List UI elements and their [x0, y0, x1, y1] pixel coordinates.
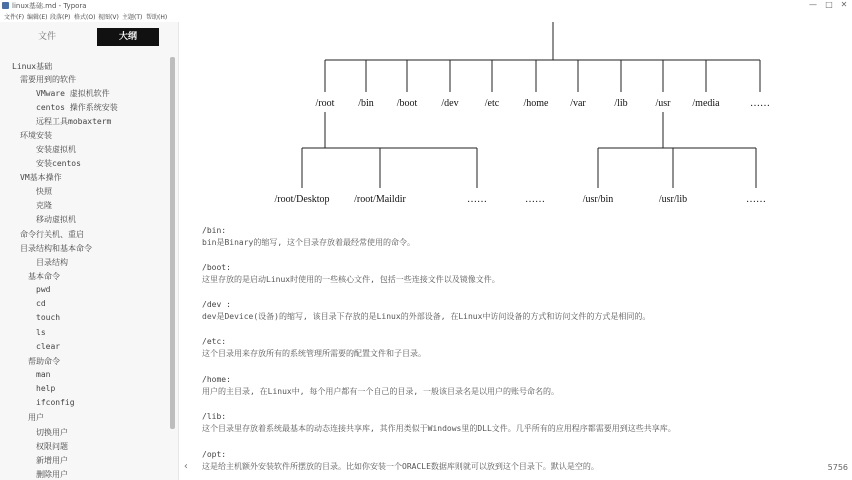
tree-node-usr: /usr: [655, 98, 671, 109]
paragraph-lib: [202, 411, 676, 435]
tree-node-more: ……: [750, 98, 770, 109]
typora-app-icon: [2, 2, 9, 9]
outline-item[interactable]: 新增用户: [36, 456, 68, 465]
outline-item[interactable]: 基本命令: [28, 272, 60, 281]
paragraph-heading: /bin:: [202, 226, 227, 235]
outline-item[interactable]: 目录结构: [36, 258, 68, 267]
menu-bar: [0, 11, 852, 21]
paragraph-text: 用户的主目录, 在Linux中, 每个用户都有一个自己的目录, 一般该目录名是以用户的账号命名的。: [202, 387, 559, 396]
menu-theme[interactable]: 主题(T): [122, 14, 143, 21]
outline-item[interactable]: man: [36, 370, 51, 379]
outline-item[interactable]: 需要用到的软件: [20, 75, 76, 84]
tree-node-bin: /bin: [358, 98, 374, 109]
menu-file[interactable]: 文件(F): [4, 14, 25, 21]
outline-item[interactable]: ls: [36, 328, 46, 337]
tree-node-usr-bin: /usr/bin: [582, 194, 614, 205]
paragraph-text: 这个目录里存放着系统最基本的动态连接共享库, 其作用类似于Windows里的DLL文件。几乎所有的应用程序都需要用到这些共享库。: [202, 424, 676, 433]
tree-node-ellipsis: ……: [525, 194, 545, 205]
chevron-left-icon[interactable]: ‹: [183, 461, 190, 472]
tree-node-home: /home: [523, 98, 549, 109]
minimize-button[interactable]: —: [809, 0, 817, 9]
paragraph-bin: [202, 225, 415, 249]
outline-item[interactable]: 快照: [36, 187, 52, 196]
outline-item[interactable]: 权限问题: [36, 442, 68, 451]
outline-item[interactable]: ifconfig: [36, 398, 75, 407]
outline-item[interactable]: 环境安装: [20, 131, 52, 140]
outline-item[interactable]: help: [36, 384, 56, 393]
tree-node-usr-more: ……: [746, 194, 766, 205]
close-button[interactable]: ✕: [840, 0, 848, 9]
menu-edit[interactable]: 编辑(E): [27, 14, 48, 21]
outline-item[interactable]: clear: [36, 342, 61, 351]
outline-item[interactable]: 命令行关机、重启: [20, 230, 84, 239]
paragraph-heading: /opt:: [202, 450, 227, 459]
tree-node-boot: /boot: [396, 98, 418, 109]
paragraph-text: 这是给主机额外安装软件所摆放的目录。比如你安装一个ORACLE数据库则就可以放到这个目录下。默认是空的。: [202, 462, 599, 471]
paragraph-heading: /lib:: [202, 412, 227, 421]
outline-item[interactable]: cd: [36, 299, 46, 308]
maximize-button[interactable]: □: [825, 0, 833, 9]
tree-node-root-desktop: /root/Desktop: [274, 194, 330, 205]
paragraph-heading: /etc:: [202, 337, 227, 346]
paragraph-text: 这里存放的是启动Linux时使用的一些核心文件, 包括一些连接文件以及镜像文件。: [202, 275, 500, 284]
menu-paragraph[interactable]: 段落(P): [50, 14, 71, 21]
outline-item[interactable]: 安装虚拟机: [36, 145, 76, 154]
tree-node-lib: /lib: [614, 98, 628, 109]
sidebar-scrollbar[interactable]: [170, 57, 175, 429]
menu-format[interactable]: 格式(O): [74, 14, 96, 21]
sidebar: [0, 22, 179, 480]
tree-node-etc: /etc: [484, 98, 500, 109]
outline-item[interactable]: 帮助命令: [28, 357, 60, 366]
paragraph-home: [202, 374, 559, 398]
tree-node-dev: /dev: [441, 98, 459, 109]
outline-item[interactable]: Linux基础: [12, 62, 53, 71]
paragraph-opt: [202, 449, 599, 473]
paragraph-text: 这个目录用来存放所有的系统管理所需要的配置文件和子目录。: [202, 349, 426, 358]
paragraph-etc: [202, 336, 426, 360]
title-bar: [0, 0, 852, 11]
paragraph-heading: /boot:: [202, 263, 231, 272]
tree-node-media: /media: [692, 98, 720, 109]
outline-item[interactable]: VMware 虚拟机软件: [36, 89, 110, 98]
outline-item[interactable]: 克隆: [36, 201, 52, 210]
tab-files[interactable]: 文件: [37, 32, 56, 42]
outline-item[interactable]: 切换用户: [36, 428, 68, 437]
window-title: linux基础.md - Typora: [12, 2, 87, 10]
paragraph-heading: /dev :: [202, 300, 231, 309]
tree-node-root-maildir: /root/Maildir: [354, 194, 406, 205]
tree-node-usr-lib: /usr/lib: [658, 194, 688, 205]
word-count[interactable]: 5756: [827, 463, 848, 472]
tab-outline[interactable]: 大纲: [97, 28, 159, 46]
outline-item[interactable]: 移动虚拟机: [36, 215, 76, 224]
outline-item[interactable]: 远程工具mobaxterm: [36, 117, 112, 126]
paragraph-dev: [202, 299, 650, 323]
tree-node-root: /root: [315, 98, 335, 109]
outline-item[interactable]: VM基本操作: [20, 173, 62, 182]
editor-content: [180, 22, 852, 480]
paragraph-heading: /home:: [202, 375, 231, 384]
menu-help[interactable]: 帮助(H): [146, 14, 168, 21]
tree-node-var: /var: [570, 98, 586, 109]
tree-node-root-more: ……: [467, 194, 487, 205]
outline-item[interactable]: 安装centos: [36, 159, 81, 168]
paragraph-text: bin是Binary的缩写, 这个目录存放着最经常使用的命令。: [202, 238, 415, 247]
outline-item[interactable]: pwd: [36, 285, 51, 294]
paragraph-text: dev是Device(设备)的缩写, 该目录下存放的是Linux的外部设备, 在Linux中访问设备的方式和访问文件的方式是相同的。: [202, 312, 651, 321]
outline-item[interactable]: 用户: [28, 413, 44, 422]
outline-item[interactable]: centos 操作系统安装: [36, 103, 118, 112]
outline-item[interactable]: touch: [36, 313, 61, 322]
outline-item[interactable]: 目录结构和基本命令: [20, 244, 92, 253]
outline-item[interactable]: 删除用户: [36, 470, 68, 479]
directory-tree-diagram: [180, 22, 852, 222]
paragraph-boot: [202, 262, 500, 286]
menu-view[interactable]: 视图(V): [98, 14, 119, 21]
